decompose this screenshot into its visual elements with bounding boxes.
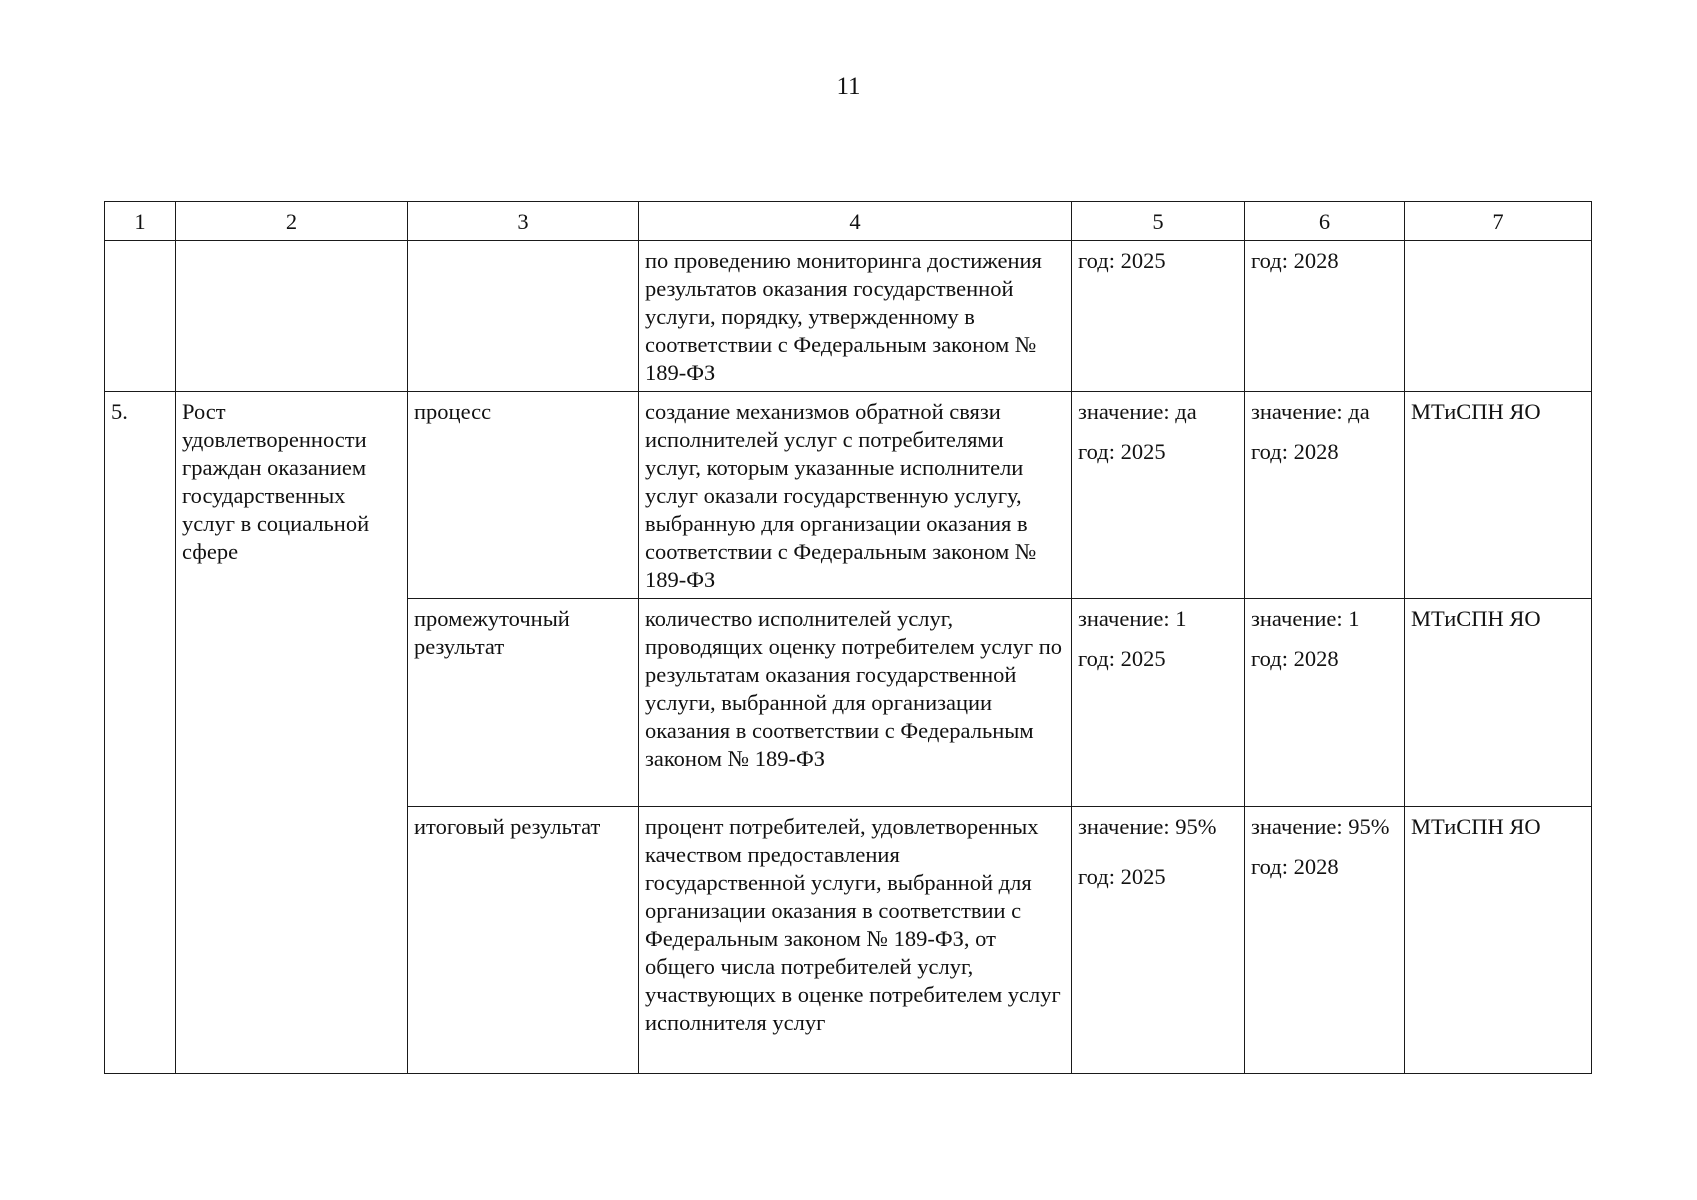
target-year: год: 2028 [1251,248,1339,273]
responsible-cell: МТиСПН ЯО [1405,392,1592,599]
base-cell [1072,241,1245,392]
row-number-cell [105,241,176,392]
page-number: 11 [836,73,861,100]
type-cell: итоговый результат [408,807,639,1074]
responsible-cell: МТиСПН ЯО [1405,599,1592,807]
base-year: год: 2025 [1078,439,1166,464]
target-value: значение: да [1251,399,1370,424]
column-header: 1 [105,202,176,241]
base-year: год: 2025 [1078,646,1166,671]
table-header-row [105,202,1592,241]
base-cell [1072,807,1245,1074]
base-value: значение: 1 [1078,606,1187,631]
base-cell [1072,392,1245,599]
column-header: 3 [408,202,639,241]
target-value: значение: 95% [1251,814,1390,839]
target-cell [1245,241,1405,392]
base-value: значение: да [1078,399,1197,424]
column-header: 4 [639,202,1072,241]
indicators-table [104,201,1592,1074]
type-cell [408,241,639,392]
target-cell [1245,392,1405,599]
table-row [105,392,1592,599]
base-value: значение: 95% [1078,814,1217,839]
table-row [105,241,1592,392]
responsible-cell: МТиСПН ЯО [1405,807,1592,1074]
target-year: год: 2028 [1251,854,1339,879]
base-year: год: 2025 [1078,864,1166,889]
base-year: год: 2025 [1078,248,1166,273]
description-cell: создание механизмов обратной связи исполнителей услуг с потребителями услуг, которым указанные исполнители услуг оказали государственную услугу, выбранную для организации оказания в соответствии с Федеральным законом № 189-ФЗ [639,392,1072,599]
indicator-cell: Рост удовлетворенности граждан оказанием государственных услуг в социальной сфере [176,392,408,1074]
indicator-cell [176,241,408,392]
row-number-cell: 5. [105,392,176,1074]
column-header: 6 [1245,202,1405,241]
target-year: год: 2028 [1251,439,1339,464]
target-value: значение: 1 [1251,606,1360,631]
description-cell: процент потребителей, удовлетворенных качеством предоставления государственной услуги, выбранной для организации оказания в соответствии с Федеральным законом № 189-ФЗ, от общего числа потребителей услуг, участвующих в оценке потребителем услуг исполнителя услуг [639,807,1072,1074]
type-cell: промежуточный результат [408,599,639,807]
base-cell [1072,599,1245,807]
column-header: 2 [176,202,408,241]
target-year: год: 2028 [1251,646,1339,671]
responsible-cell [1405,241,1592,392]
column-header: 7 [1405,202,1592,241]
target-cell [1245,599,1405,807]
column-header: 5 [1072,202,1245,241]
description-cell: количество исполнителей услуг, проводящих оценку потребителем услуг по результатам оказания государственной услуги, выбранной для организации оказания в соответствии с Федеральным законом № 189-ФЗ [639,599,1072,807]
type-cell: процесс [408,392,639,599]
target-cell [1245,807,1405,1074]
description-cell: по проведению мониторинга достижения результатов оказания государственной услуги, порядку, утвержденному в соответствии с Федеральным законом № 189-ФЗ [639,241,1072,392]
